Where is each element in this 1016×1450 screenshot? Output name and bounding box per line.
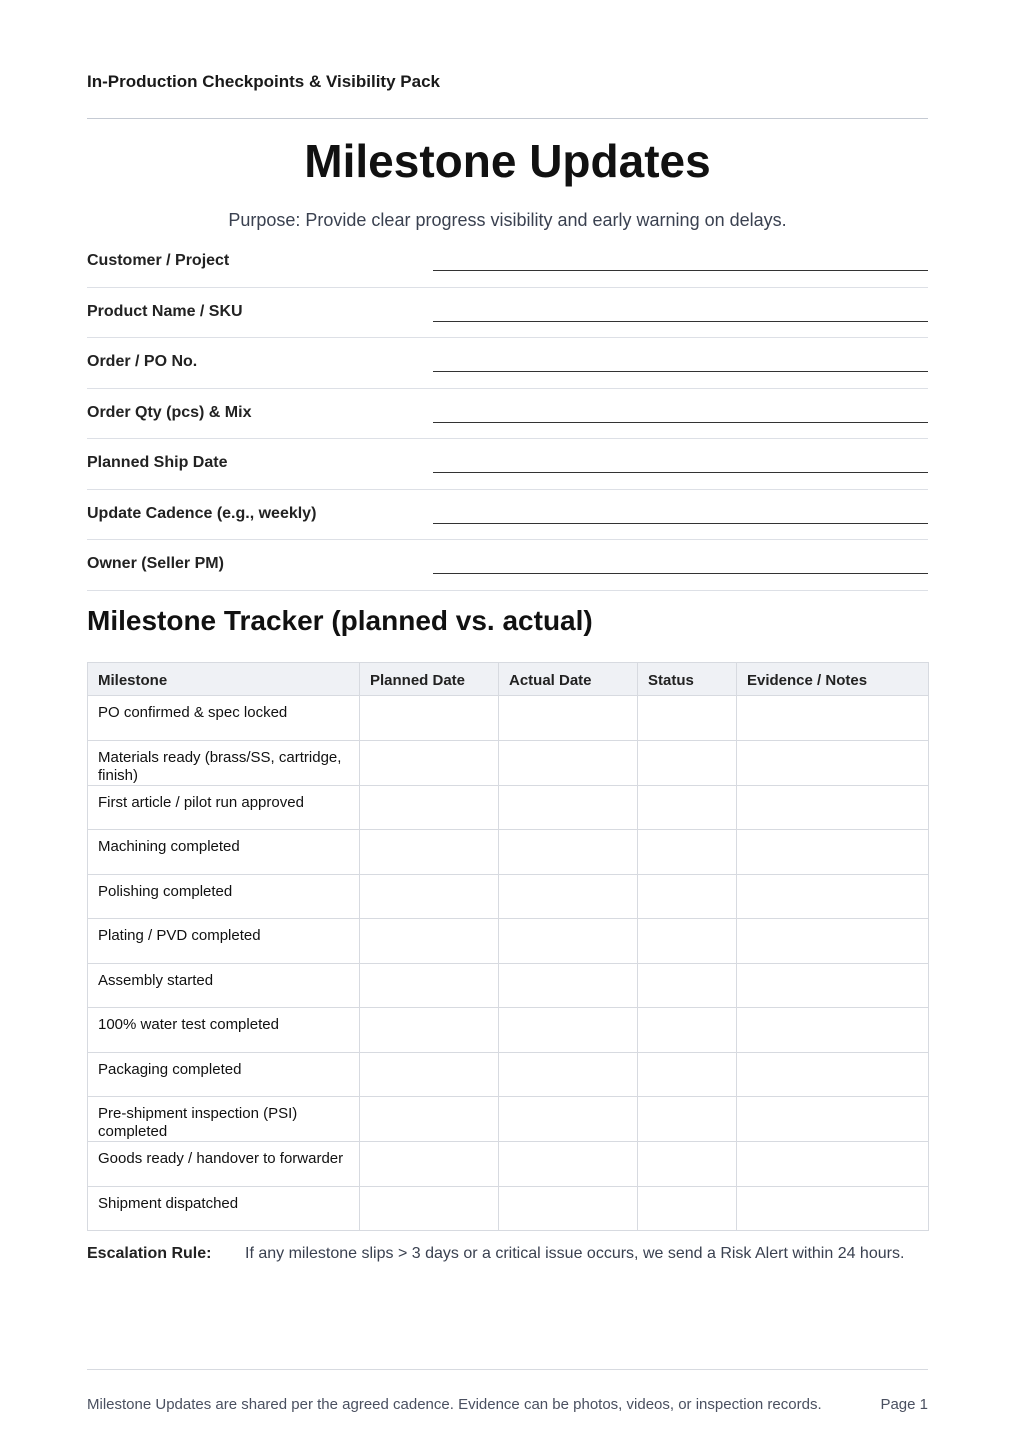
actual-date-cell[interactable] bbox=[499, 1052, 638, 1097]
tracker-title: Milestone Tracker (planned vs. actual) bbox=[87, 605, 593, 636]
status-cell[interactable] bbox=[638, 874, 737, 919]
status-cell[interactable] bbox=[638, 1052, 737, 1097]
field-label: Order / PO No. bbox=[87, 353, 198, 370]
milestone-cell: 100% water test completed bbox=[88, 1008, 360, 1053]
field-label: Customer / Project bbox=[87, 252, 230, 269]
status-cell[interactable] bbox=[638, 1008, 737, 1053]
milestone-cell: Plating / PVD completed bbox=[88, 919, 360, 964]
field-customer-project bbox=[87, 237, 928, 288]
field-label: Planned Ship Date bbox=[87, 454, 228, 471]
planned-date-cell[interactable] bbox=[360, 919, 499, 964]
footer-divider bbox=[87, 1369, 928, 1370]
column-header-milestone: Milestone bbox=[88, 663, 360, 696]
notes-cell[interactable] bbox=[737, 785, 929, 830]
status-cell[interactable] bbox=[638, 919, 737, 964]
table-header-row bbox=[88, 663, 929, 696]
milestone-cell: Goods ready / handover to forwarder bbox=[88, 1142, 360, 1187]
field-po-number bbox=[87, 338, 928, 389]
actual-date-cell[interactable] bbox=[499, 1186, 638, 1231]
planned-date-cell[interactable] bbox=[360, 1097, 499, 1142]
actual-date-cell[interactable] bbox=[499, 830, 638, 875]
field-label: Order Qty (pcs) & Mix bbox=[87, 403, 252, 421]
table-body bbox=[88, 696, 929, 1231]
planned-date-cell[interactable] bbox=[360, 963, 499, 1008]
notes-cell[interactable] bbox=[737, 874, 929, 919]
notes-cell[interactable] bbox=[737, 740, 929, 785]
status-cell[interactable] bbox=[638, 830, 737, 875]
field-label: Owner (Seller PM) bbox=[87, 555, 224, 572]
table-row bbox=[88, 963, 929, 1008]
status-cell[interactable] bbox=[638, 696, 737, 741]
column-header-status: Status bbox=[638, 663, 737, 696]
field-order-qty bbox=[87, 389, 928, 440]
status-cell[interactable] bbox=[638, 963, 737, 1008]
status-cell[interactable] bbox=[638, 1186, 737, 1231]
notes-cell[interactable] bbox=[737, 1142, 929, 1187]
escalation-text: If any milestone slips > 3 days or a critical issue occurs, we send a Risk Alert within 24 hours. bbox=[245, 1245, 905, 1262]
table-row bbox=[88, 1008, 929, 1053]
footer-text: Milestone Updates are shared per the agreed cadence. Evidence can be photos, videos, or inspection records. bbox=[87, 1396, 822, 1413]
column-header-notes: Evidence / Notes bbox=[737, 663, 929, 696]
notes-cell[interactable] bbox=[737, 696, 929, 741]
notes-cell[interactable] bbox=[737, 919, 929, 964]
planned-date-cell[interactable] bbox=[360, 1052, 499, 1097]
escalation-label: Escalation Rule: bbox=[87, 1245, 212, 1262]
header-divider bbox=[87, 118, 928, 119]
planned-date-cell[interactable] bbox=[360, 830, 499, 875]
table-row bbox=[88, 830, 929, 875]
info-fields bbox=[87, 237, 928, 591]
planned-date-cell[interactable] bbox=[360, 874, 499, 919]
actual-date-cell[interactable] bbox=[499, 785, 638, 830]
status-cell[interactable] bbox=[638, 1097, 737, 1142]
milestone-cell: Machining completed bbox=[88, 830, 360, 875]
field-owner bbox=[87, 540, 928, 591]
table-row bbox=[88, 919, 929, 964]
page-title: Milestone Updates bbox=[304, 135, 711, 187]
field-update-cadence bbox=[87, 490, 928, 541]
table-row bbox=[88, 696, 929, 741]
milestone-cell: Materials ready (brass/SS, cartridge, finish) bbox=[88, 740, 360, 785]
purpose-text: Purpose: Provide clear progress visibility and early warning on delays. bbox=[228, 210, 787, 230]
milestone-cell: Assembly started bbox=[88, 963, 360, 1008]
actual-date-cell[interactable] bbox=[499, 696, 638, 741]
actual-date-cell[interactable] bbox=[499, 740, 638, 785]
field-label: Product Name / SKU bbox=[87, 302, 243, 320]
planned-date-cell[interactable] bbox=[360, 785, 499, 830]
field-input-line[interactable] bbox=[433, 472, 928, 473]
actual-date-cell[interactable] bbox=[499, 963, 638, 1008]
planned-date-cell[interactable] bbox=[360, 1186, 499, 1231]
actual-date-cell[interactable] bbox=[499, 874, 638, 919]
milestone-tracker-table bbox=[87, 662, 929, 1231]
table-row bbox=[88, 1142, 929, 1187]
table-row bbox=[88, 740, 929, 785]
notes-cell[interactable] bbox=[737, 1008, 929, 1053]
table-row bbox=[88, 1052, 929, 1097]
milestone-cell: Shipment dispatched bbox=[88, 1186, 360, 1231]
planned-date-cell[interactable] bbox=[360, 1008, 499, 1053]
field-input-line[interactable] bbox=[433, 523, 928, 524]
field-input-line[interactable] bbox=[433, 422, 928, 423]
planned-date-cell[interactable] bbox=[360, 696, 499, 741]
milestone-cell: PO confirmed & spec locked bbox=[88, 696, 360, 741]
column-header-planned-date: Planned Date bbox=[360, 663, 499, 696]
notes-cell[interactable] bbox=[737, 830, 929, 875]
actual-date-cell[interactable] bbox=[499, 1142, 638, 1187]
table-row bbox=[88, 785, 929, 830]
actual-date-cell[interactable] bbox=[499, 919, 638, 964]
planned-date-cell[interactable] bbox=[360, 740, 499, 785]
actual-date-cell[interactable] bbox=[499, 1008, 638, 1053]
status-cell[interactable] bbox=[638, 740, 737, 785]
header-title: In-Production Checkpoints & Visibility Pack bbox=[87, 72, 440, 91]
field-ship-date bbox=[87, 439, 928, 490]
milestone-cell: Polishing completed bbox=[88, 874, 360, 919]
notes-cell[interactable] bbox=[737, 1097, 929, 1142]
table-row bbox=[88, 1186, 929, 1231]
field-input-line[interactable] bbox=[433, 321, 928, 322]
field-input-line[interactable] bbox=[433, 371, 928, 372]
field-label: Update Cadence (e.g., weekly) bbox=[87, 504, 317, 522]
table-row bbox=[88, 874, 929, 919]
field-product-sku bbox=[87, 288, 928, 339]
field-input-line[interactable] bbox=[433, 573, 928, 574]
milestone-cell: Pre-shipment inspection (PSI) completed bbox=[88, 1097, 360, 1142]
planned-date-cell[interactable] bbox=[360, 1142, 499, 1187]
status-cell[interactable] bbox=[638, 1142, 737, 1187]
page-number: Page 1 bbox=[880, 1396, 928, 1413]
milestone-cell: Packaging completed bbox=[88, 1052, 360, 1097]
notes-cell[interactable] bbox=[737, 963, 929, 1008]
field-input-line[interactable] bbox=[433, 270, 928, 271]
table-row bbox=[88, 1097, 929, 1142]
status-cell[interactable] bbox=[638, 785, 737, 830]
notes-cell[interactable] bbox=[737, 1052, 929, 1097]
column-header-actual-date: Actual Date bbox=[499, 663, 638, 696]
notes-cell[interactable] bbox=[737, 1186, 929, 1231]
actual-date-cell[interactable] bbox=[499, 1097, 638, 1142]
milestone-cell: First article / pilot run approved bbox=[88, 785, 360, 830]
